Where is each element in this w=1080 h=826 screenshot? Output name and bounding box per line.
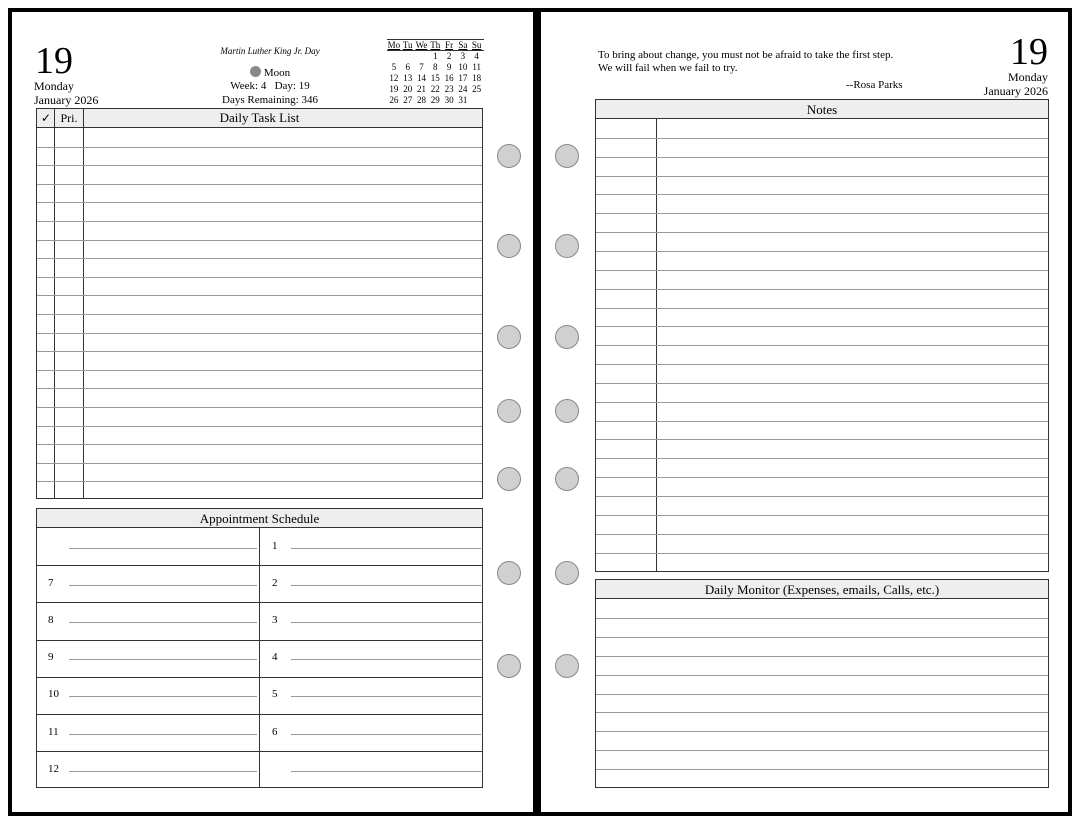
check-column-header: ✓ [40,111,52,125]
notes-line [596,270,1048,271]
calendar-weekday: Mo [387,40,401,50]
monitor-line [596,656,1048,657]
calendar-day: 27 [403,95,413,105]
binder-hole-left [497,325,521,349]
task-row-line [37,481,482,482]
notes-line [596,213,1048,214]
calendar-day: 30 [444,95,454,105]
calendar-week [387,84,484,95]
notes-header [596,100,1048,119]
daily-monitor-header [596,580,1048,599]
appointment-line-right [291,734,481,735]
notes-line [596,383,1048,384]
appointment-hour-left: 10 [48,688,59,701]
appointment-hour-left: 8 [48,614,54,626]
appointment-row-divider [37,751,482,752]
notes-line [596,477,1048,478]
task-row-line [37,370,482,371]
task-row-line [37,202,482,203]
moon-icon [250,66,261,77]
binder-hole-left [497,234,521,258]
daily-monitor-section [595,579,1049,788]
calendar-day: 17 [458,73,468,83]
notes-line [596,157,1048,158]
binder-hole-left [497,399,521,423]
calendar-day: 13 [403,73,413,83]
binder-hole-left [497,561,521,585]
task-row-line [37,221,482,222]
notes-line [596,534,1048,535]
calendar-day: 15 [430,73,440,83]
task-row-line [37,444,482,445]
binder-hole-right [555,234,579,258]
appointment-line-right [291,771,481,772]
calendar-day: 25 [472,84,482,94]
week-day-counter: Week: 4 Day: 19 [230,80,310,92]
priority-column-header: Pri. [60,111,78,125]
notes-line [596,458,1048,459]
appointment-hour-right: 1 [272,539,278,552]
daily-task-list [36,108,483,499]
calendar-day: 16 [444,73,454,83]
calendar-day: 22 [430,84,440,94]
right-weekday: Monday [1008,70,1048,84]
appointment-hour-right: 2 [272,576,278,589]
calendar-day: 12 [389,73,399,83]
appointment-line-right [291,585,481,586]
task-row-line [37,463,482,464]
notes-line [596,289,1048,290]
notes-line [596,326,1048,327]
notes-title: Notes [806,102,838,117]
appointment-hour-left: 9 [48,651,54,664]
quote-line-1: To bring about change, you must not be afraid to take the first step. [598,49,894,61]
appointment-hour-left: 12 [48,762,59,775]
calendar-weekday: Su [471,40,482,50]
monitor-line [596,694,1048,695]
monitor-line [596,750,1048,751]
task-row-line [37,333,482,334]
appointment-column-divider [259,528,260,787]
calendar-day: 20 [403,84,413,94]
calendar-week [387,62,484,73]
appointment-hour-right: 6 [272,725,278,738]
appointment-line-right [291,622,481,623]
calendar-day: 26 [389,95,399,105]
binder-hole-right [555,654,579,678]
binder-hole-right [555,144,579,168]
calendar-day [470,95,484,106]
task-list-header [37,109,482,128]
notes-line [596,308,1048,309]
notes-line [596,232,1048,233]
task-row-line [37,258,482,259]
calendar-day: 9 [446,62,452,72]
monitor-line [596,618,1048,619]
calendar-week [387,51,484,62]
calendar-day: 19 [389,84,399,94]
appointment-title: Appointment Schedule [199,511,320,526]
appointment-header [37,509,482,528]
daily-monitor-title: Daily Monitor (Expenses, emails, Calls, etc.) [704,582,940,597]
notes-line [596,138,1048,139]
appointment-row-divider [37,602,482,603]
notes-line [596,402,1048,403]
calendar-day: 18 [472,73,482,83]
calendar-day: 4 [474,51,479,61]
binder-hole-right [555,325,579,349]
appointment-line-right [291,548,481,549]
calendar-day: 2 [446,51,452,61]
binder-hole-left [497,467,521,491]
task-row-line [37,277,482,278]
task-row-line [37,407,482,408]
calendar-day: 21 [416,84,426,94]
appointment-row-divider [37,565,482,566]
monitor-line [596,712,1048,713]
left-day-number: 19 [35,40,73,82]
appointment-line-left [69,696,257,697]
calendar-day: 31 [458,95,468,105]
quote-author: --Rosa Parks [846,79,903,91]
appointment-line-right [291,696,481,697]
task-row-line [37,314,482,315]
appointment-line-left [69,659,257,660]
appointment-line-left [69,585,257,586]
task-row-line [37,184,482,185]
appointment-row-divider [37,640,482,641]
calendar-weekday: Tu [402,40,413,50]
appointment-row-divider [37,714,482,715]
left-month-year: January 2026 [34,93,99,107]
calendar-day: 8 [433,62,438,72]
binder-hole-right [555,561,579,585]
task-row-line [37,240,482,241]
binder-hole-right [555,467,579,491]
task-row-line [37,388,482,389]
binder-hole-left [497,144,521,168]
task-row-line [37,165,482,166]
right-month-year: January 2026 [983,84,1048,98]
appointment-line-right [291,659,481,660]
holiday-label: Martin Luther King Jr. Day [220,46,320,56]
notes-line [596,194,1048,195]
calendar-weekday: Sa [458,40,468,50]
calendar-day: 3 [460,51,466,61]
notes-line [596,421,1048,422]
task-row-line [37,147,482,148]
notes-line [596,251,1048,252]
calendar-day: 29 [430,95,440,105]
calendar-weekday: We [415,40,428,50]
task-row-line [37,351,482,352]
calendar-day: 11 [472,62,482,72]
appointment-line-left [69,771,257,772]
calendar-weekday: Th [430,40,441,50]
appointment-hour-left: 11 [48,725,59,738]
calendar-day: 6 [405,62,410,72]
task-list-title: Daily Task List [219,110,300,125]
calendar-day [387,51,401,62]
monitor-line [596,675,1048,676]
notes-line [596,345,1048,346]
notes-line [596,364,1048,365]
calendar-day [415,51,429,62]
binder-hole-right [555,399,579,423]
calendar-day: 23 [444,84,454,94]
notes-line [596,553,1048,554]
appointment-line-left [69,548,257,549]
task-row-line [37,426,482,427]
appointment-row-divider [37,677,482,678]
notes-line [596,176,1048,177]
appointment-hour-right: 4 [272,651,278,664]
calendar-day: 10 [458,62,468,72]
monitor-line [596,769,1048,770]
calendar-day: 14 [416,73,426,83]
notes-section [595,99,1049,572]
notes-line [596,439,1048,440]
moon-phase [190,66,350,79]
notes-line [596,515,1048,516]
binder-hole-left [497,654,521,678]
calendar-day: 1 [433,51,438,61]
monitor-line [596,637,1048,638]
moon-label: Moon [263,67,291,79]
days-remaining: Days Remaining: 346 [222,94,318,106]
calendar-day: 24 [458,84,468,94]
calendar-day [401,51,415,62]
appointment-line-left [69,622,257,623]
calendar-week [387,73,484,84]
priority-column-divider [83,109,84,498]
appointment-schedule [36,508,483,788]
calendar-weekday: Fr [445,40,454,50]
notes-line [596,496,1048,497]
right-day-number: 19 [1010,31,1048,73]
calendar-week [387,95,484,106]
monitor-line [596,731,1048,732]
task-row-line [37,295,482,296]
left-weekday: Monday [34,79,74,93]
appointment-hour-left: 7 [48,576,54,589]
appointment-line-left [69,734,257,735]
mini-calendar-weekdays [387,39,484,51]
check-column-divider [54,109,55,498]
calendar-day: 28 [416,95,426,105]
calendar-day: 7 [419,62,424,72]
appointment-hour-right: 3 [272,614,278,626]
mini-calendar [387,39,484,106]
quote-line-2: We will fail when we fail to try. [598,62,738,74]
appointment-hour-right: 5 [272,688,278,701]
calendar-day: 5 [391,62,397,72]
